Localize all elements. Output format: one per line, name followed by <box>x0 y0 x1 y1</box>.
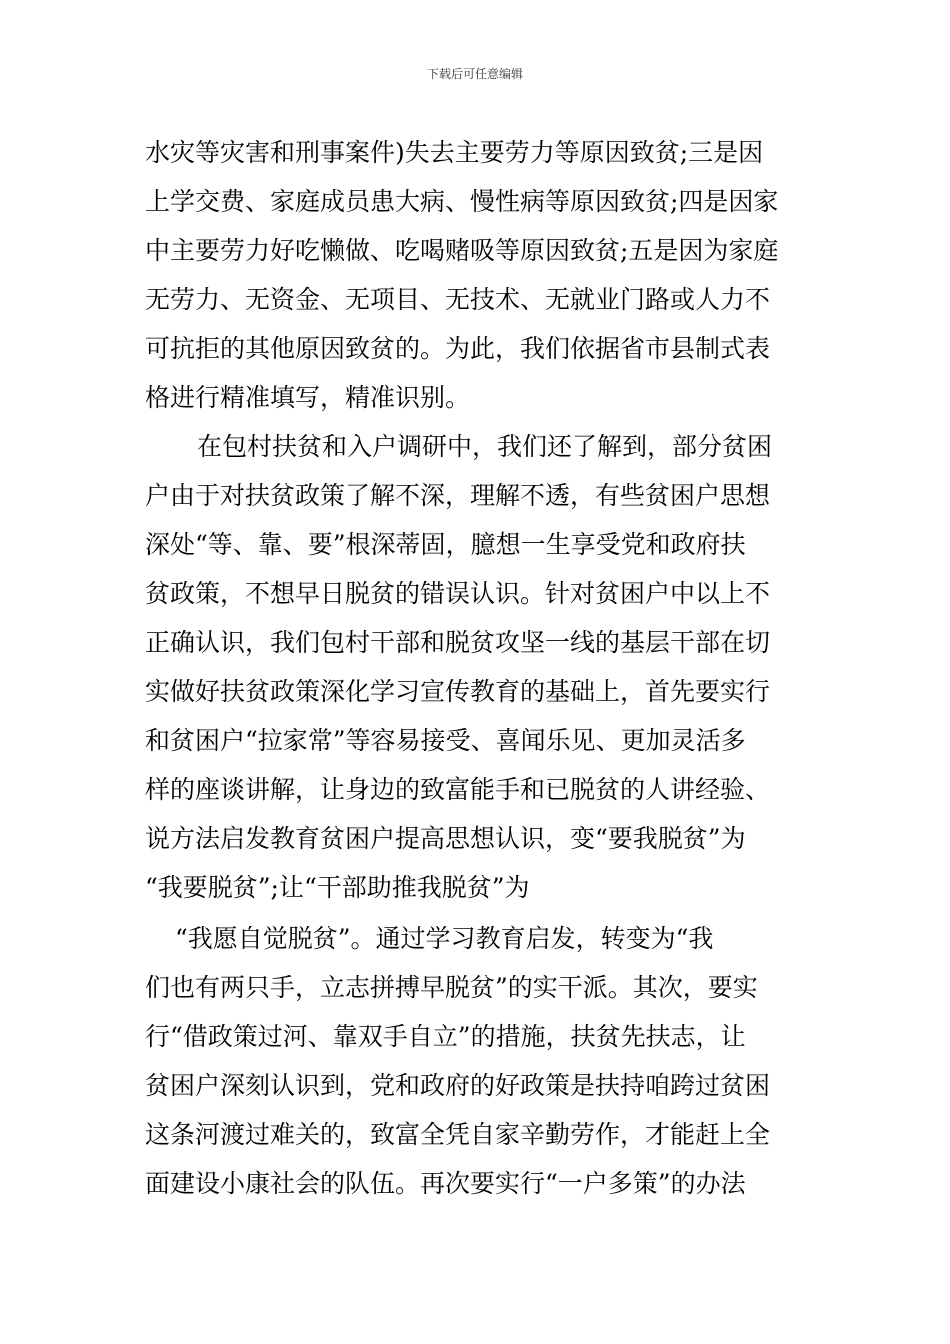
text-line: 们也有两只手，立志拼搏早脱贫”的实干派。其次，要实 <box>145 973 758 1002</box>
text-line: 贫困户深刻认识到，党和政府的好政策是扶持咱跨过贫困 <box>145 1071 771 1100</box>
text-line: 说方法启发教育贫困户提高思想认识，变“要我脱贫”为 <box>145 824 746 853</box>
text-line: 深处“等、靠、要”根深蒂固，臆想一生享受党和政府扶 <box>145 530 746 559</box>
text-line: 面建设小康社会的队伍。再次要实行“一户多策”的办法 <box>145 1169 746 1198</box>
text-line: 户由于对扶贫政策了解不深，理解不透，有些贫困户思想 <box>145 481 771 510</box>
text-line: 水灾等灾害和刑事案件)失去主要劳力等原因致贫;三是因 <box>145 138 764 167</box>
text-line: 行“借政策过河、靠双手自立”的措施，扶贫先扶志，让 <box>145 1022 746 1051</box>
text-line: 无劳力、无资金、无项目、无技术、无就业门路或人力不 <box>145 285 771 314</box>
text-line: “我要脱贫”;让“干部助推我脱贫”为 <box>145 873 530 902</box>
paragraph-start-line: 在包村扶贫和入户调研中，我们还了解到，部分贫困 <box>197 432 773 461</box>
text-line: 格进行精准填写，精准识别。 <box>145 383 471 412</box>
text-line: 这条河渡过难关的，致富全凭自家辛勤劳作，才能赶上全 <box>145 1120 771 1149</box>
text-line: 正确认识，我们包村干部和脱贫攻坚一线的基层干部在切 <box>145 628 771 657</box>
page-header: 下载后可任意编辑 <box>426 67 523 81</box>
text-line: 贫政策，不想早日脱贫的错误认识。针对贫困户中以上不 <box>145 579 771 608</box>
text-line: 样的座谈讲解，让身边的致富能手和已脱贫的人讲经验、 <box>145 775 771 804</box>
text-line: 实做好扶贫政策深化学习宣传教育的基础上，首先要实行 <box>145 677 771 706</box>
text-line: 可抗拒的其他原因致贫的。为此，我们依据省市县制式表 <box>145 334 771 363</box>
text-line: 中主要劳力好吃懒做、吃喝赌吸等原因致贫;五是因为家庭 <box>145 236 779 265</box>
document-body <box>145 128 815 1208</box>
text-line: 和贫困户“拉家常”等容易接受、喜闻乐见、更加灵活多 <box>145 726 746 755</box>
text-line: 上学交费、家庭成员患大病、慢性病等原因致贫;四是因家 <box>145 187 779 216</box>
paragraph-start-line: “我愿自觉脱贫”。通过学习教育启发，转变为“我 <box>175 924 714 953</box>
